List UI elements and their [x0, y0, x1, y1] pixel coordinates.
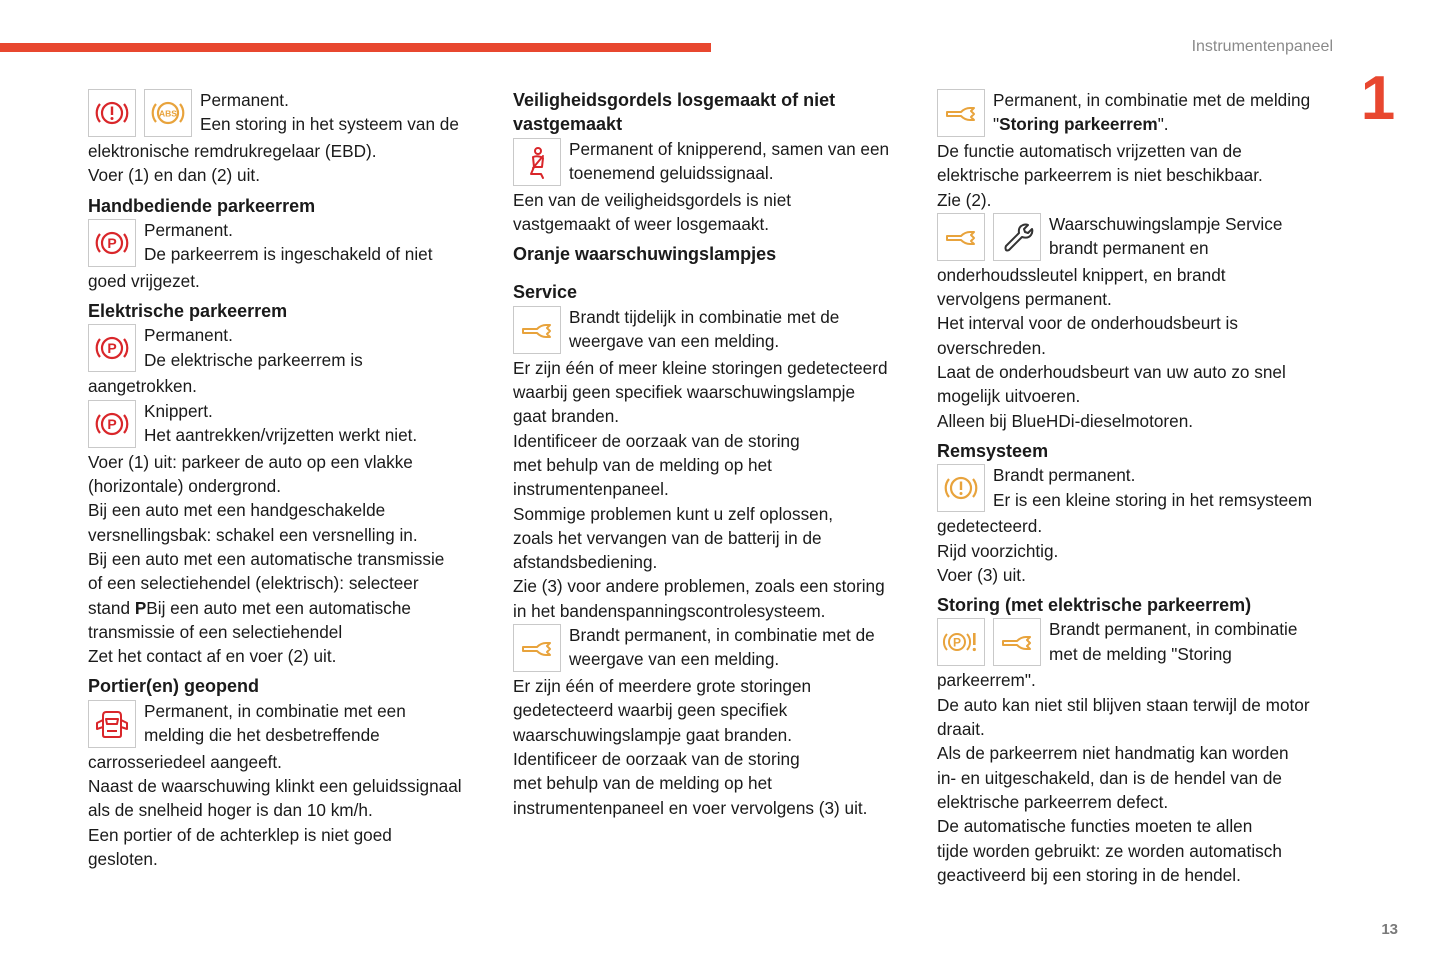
- text-line: transmissie of een selectiehendel: [88, 621, 343, 642]
- column-right: [937, 88, 1337, 887]
- text-line: (horizontale) ondergrond.: [88, 476, 281, 497]
- service-wrench-icon: [993, 618, 1041, 666]
- text-line: weergave van een melding.: [569, 649, 780, 670]
- text-line: Sommige problemen kunt u zelf oplossen,: [513, 503, 834, 524]
- manual-parking-brake-section: [88, 194, 488, 294]
- svg-text:ABS: ABS: [159, 108, 177, 119]
- service-wrench-icon: [513, 624, 561, 672]
- text-line: vastgemaakt of weer losgemaakt.: [513, 213, 770, 234]
- text-line: als de snelheid hoger is dan 10 km/h.: [88, 800, 373, 821]
- section-heading: Portier(en) geopend: [88, 676, 260, 697]
- text-line: goed vrijgezet.: [88, 270, 200, 291]
- text-line: Er zijn één of meer kleine storingen gedetecteerd: [513, 357, 888, 378]
- text-line: Een storing in het systeem van de: [200, 114, 459, 135]
- text-line: Brandt permanent, in combinatie met de: [569, 625, 875, 646]
- text-line: carrosseriedeel aangeeft.: [88, 751, 282, 772]
- seatbelt-icon: [513, 138, 561, 186]
- text-line: Zet het contact af en voer (2) uit.: [88, 646, 337, 667]
- text-line: [937, 112, 1337, 136]
- section-heading: Storing (met elektrische parkeerrem): [937, 595, 1252, 616]
- section-heading: vastgemaakt: [513, 114, 623, 135]
- text-line: Bij een auto met een handgeschakelde: [88, 500, 386, 521]
- text-line: Identificeer de oorzaak van de storing: [513, 430, 800, 451]
- text-line: gesloten.: [88, 848, 158, 869]
- text-line: instrumentenpaneel.: [513, 479, 669, 500]
- text-line: Voer (1) uit: parkeer de auto op een vlakke: [88, 451, 413, 472]
- text-line: in het bandenspanningscontrolesysteem.: [513, 600, 826, 621]
- text-line: elektrische parkeerrem defect.: [937, 791, 1169, 812]
- seatbelts-section: [513, 88, 913, 236]
- text-line: vervolgens permanent.: [937, 289, 1112, 310]
- ebd-section: [88, 88, 488, 188]
- service-wrench-icon: [937, 89, 985, 137]
- text-line: Een van de veiligheidsgordels is niet: [513, 189, 792, 210]
- text-line: parkeerrem".: [937, 670, 1036, 691]
- text-line: Identificeer de oorzaak van de storing: [513, 748, 800, 769]
- text-line: geactiveerd bij een storing in de hendel.: [937, 864, 1241, 885]
- text-line: melding die het desbetreffende: [144, 725, 380, 746]
- message-label: Storing parkeerrem: [999, 114, 1158, 135]
- text-line: toenemend geluidssignaal.: [569, 162, 774, 183]
- gear-position-p: P: [134, 597, 147, 618]
- service-wrench-icon: [513, 306, 561, 354]
- header-accent-bar: [0, 43, 711, 52]
- text-line: versnellingsbak: schakel een versnelling in.: [88, 524, 418, 545]
- text-line: Permanent.: [144, 219, 233, 240]
- abs-icon: [144, 89, 192, 137]
- column-middle: [513, 88, 913, 820]
- text-line: in- en uitgeschakeld, dan is de hendel van de: [937, 767, 1282, 788]
- text-line: Als de parkeerrem niet handmatig kan worden: [937, 743, 1289, 764]
- text-line: Voer (3) uit.: [937, 564, 1026, 585]
- text-line: draait.: [937, 719, 985, 740]
- text-line: afstandsbediening.: [513, 552, 658, 573]
- parking-brake-icon: [88, 400, 136, 448]
- section-heading: Elektrische parkeerrem: [88, 301, 288, 322]
- text-line: Permanent, in combinatie met een: [144, 700, 406, 721]
- text-line: gedetecteerd waarbij geen specifiek: [513, 700, 788, 721]
- text-line: Brandt permanent, in combinatie: [1049, 619, 1298, 640]
- svg-text:P: P: [107, 415, 117, 432]
- service-wrench-icon: [937, 213, 985, 261]
- text-line: elektrische parkeerrem is niet beschikbaar.: [937, 165, 1263, 186]
- text-line: De functie automatisch vrijzetten van de: [937, 141, 1242, 161]
- text-span: ": [993, 114, 1000, 135]
- text-line: De elektrische parkeerrem is: [144, 349, 363, 370]
- text-line: met de melding "Storing: [1049, 643, 1232, 664]
- text-line: De automatische functies moeten te allen: [937, 816, 1253, 837]
- brake-system-section: [937, 439, 1337, 587]
- text-line: Waarschuwingslampje Service: [1049, 213, 1283, 234]
- electric-parking-brake-fault-section: [937, 593, 1337, 887]
- text-line: aangetrokken.: [88, 376, 197, 397]
- text-line: brandt permanent en: [1049, 238, 1209, 259]
- text-line: Een portier of de achterklep is niet goed: [88, 824, 392, 845]
- section-heading: Remsysteem: [937, 440, 1049, 461]
- text-line: Brandt permanent.: [993, 465, 1136, 486]
- text-line: Zie (3) voor andere problemen, zoals een storing: [513, 576, 885, 597]
- column-left: [88, 88, 488, 871]
- section-heading: Veiligheidsgordels losgemaakt of niet: [513, 90, 836, 110]
- text-line: Het aantrekken/vrijzetten werkt niet.: [144, 425, 418, 446]
- text-line: Permanent of knipperend, samen van een: [569, 138, 890, 159]
- doors-open-section: [88, 674, 488, 871]
- text-line: weergave van een melding.: [569, 331, 780, 352]
- text-line: Naast de waarschuwing klinkt een geluidssignaal: [88, 776, 462, 797]
- text-line: instrumentenpaneel en voer vervolgens (3) uit.: [513, 797, 868, 818]
- service-section: [513, 280, 913, 819]
- svg-text:P: P: [107, 340, 117, 357]
- text-line: Voer (1) en dan (2) uit.: [88, 165, 260, 186]
- parking-brake-fault-message-section: [937, 88, 1337, 212]
- text-line: Knippert.: [144, 400, 213, 421]
- text-line: De parkeerrem is ingeschakeld of niet: [144, 244, 433, 265]
- text-line: tijde worden gebruikt: ze worden automatisch: [937, 840, 1282, 861]
- text-line: met behulp van de melding op het: [513, 454, 772, 475]
- electric-parking-brake-section: [88, 299, 488, 668]
- brake-warning-icon: [88, 89, 136, 137]
- text-line: Rijd voorzichtig.: [937, 540, 1059, 561]
- text-line: [88, 596, 488, 620]
- text-line: Permanent.: [144, 325, 233, 346]
- maintenance-section: [937, 212, 1337, 433]
- svg-text:P: P: [107, 234, 117, 251]
- section-heading: Handbediende parkeerrem: [88, 195, 316, 216]
- text-line: elektronische remdrukregelaar (EBD).: [88, 141, 377, 161]
- text-line: Zie (2).: [937, 189, 992, 210]
- text-line: Brandt tijdelijk in combinatie met de: [569, 306, 840, 327]
- text-line: Er zijn één of meerdere grote storingen: [513, 676, 812, 697]
- door-open-icon: [88, 700, 136, 748]
- text-line: onderhoudssleutel knippert, en brandt: [937, 264, 1226, 285]
- text-line: Bij een auto met een automatische transmissie: [88, 548, 445, 569]
- text-line: Laat de onderhoudsbeurt van uw auto zo snel: [937, 362, 1286, 383]
- maintenance-spanner-icon: [993, 213, 1041, 261]
- text-line: Er is een kleine storing in het remsysteem: [993, 489, 1313, 510]
- section-heading: Service: [513, 282, 578, 303]
- parking-brake-icon: [88, 324, 136, 372]
- svg-text:P: P: [952, 635, 962, 650]
- text-line: gedetecteerd.: [937, 516, 1043, 537]
- text-line: zoals het vervangen van de batterij in de: [513, 527, 822, 548]
- text-line: De auto kan niet stil blijven staan terwijl de motor: [937, 694, 1310, 715]
- chapter-number: 1: [1360, 64, 1396, 133]
- text-line: Permanent.: [200, 90, 289, 110]
- text-line: Het interval voor de onderhoudsbeurt is: [937, 313, 1238, 334]
- text-line: Alleen bij BlueHDi-dieselmotoren.: [937, 410, 1194, 431]
- text-line: Permanent, in combinatie met de melding: [993, 90, 1311, 110]
- text-line: of een selectiehendel (elektrisch): selecteer: [88, 573, 419, 594]
- text-span: Bij een auto met een automatische: [146, 597, 411, 618]
- text-line: met behulp van de melding op het: [513, 773, 772, 794]
- parking-brake-fault-icon: [937, 618, 985, 666]
- text-line: waarbij geen specifiek waarschuwingslampje: [513, 382, 856, 403]
- text-line: waarschuwingslampje gaat branden.: [513, 724, 792, 745]
- parking-brake-icon: [88, 219, 136, 267]
- text-span: stand: [88, 597, 135, 618]
- text-line: overschreden.: [937, 337, 1046, 358]
- running-head: Instrumentenpaneel: [1191, 38, 1333, 55]
- page-number: 13: [1381, 921, 1398, 938]
- text-line: mogelijk uitvoeren.: [937, 386, 1081, 407]
- text-line: gaat branden.: [513, 406, 620, 427]
- brake-fault-icon: [937, 464, 985, 512]
- orange-lamps-heading: Oranje waarschuwingslampjes: [513, 244, 777, 265]
- text-span: ".: [1157, 114, 1169, 135]
